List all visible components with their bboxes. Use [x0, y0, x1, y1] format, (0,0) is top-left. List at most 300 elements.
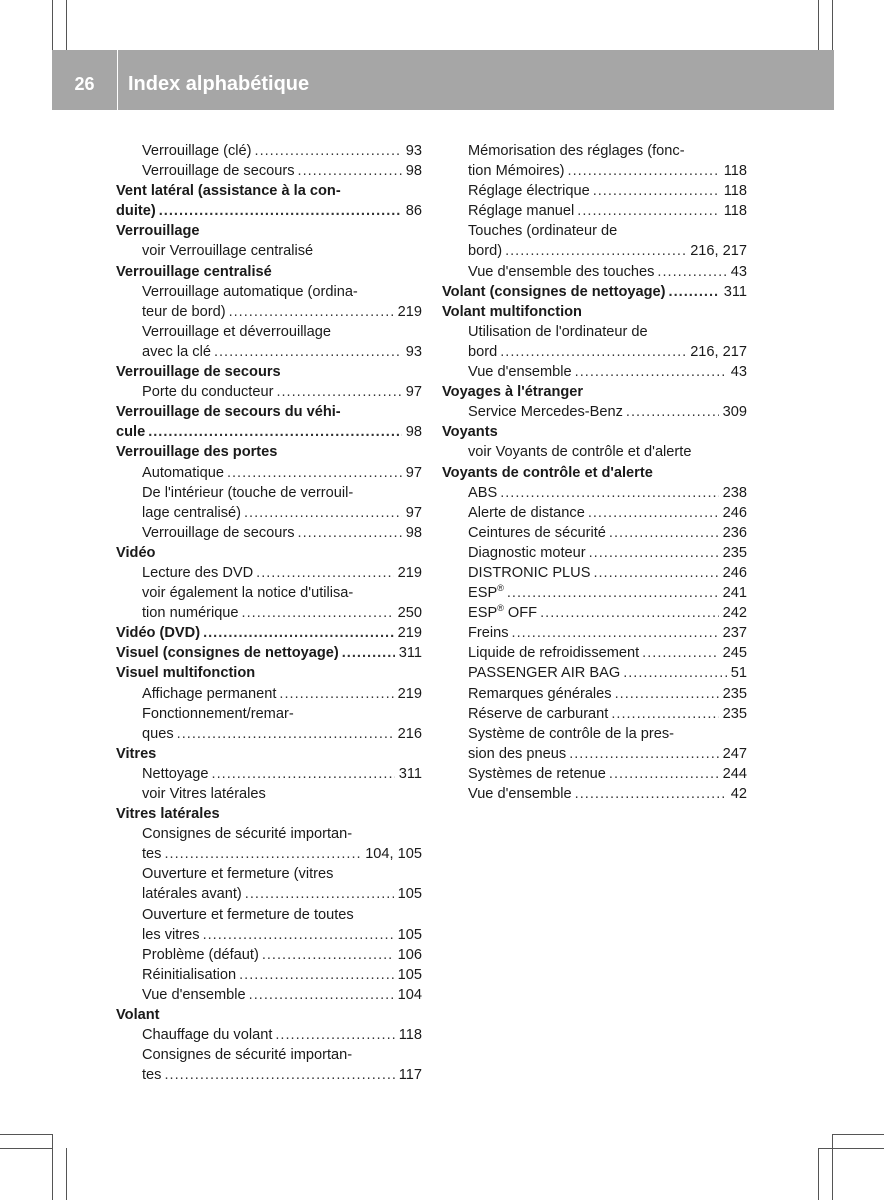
entry-label: les vitres: [142, 926, 200, 943]
dot-leader: [239, 965, 394, 985]
crop-mark: [0, 1148, 52, 1149]
dot-leader: [669, 282, 720, 302]
page-reference: 42: [730, 786, 747, 802]
page-reference: 118: [723, 163, 747, 180]
entry-label: Ceintures de sécurité: [468, 524, 606, 541]
page-reference: 98: [405, 424, 422, 441]
entry-label: ABS: [468, 484, 498, 501]
entry-text: [142, 382, 273, 402]
dot-leader: [177, 724, 394, 744]
page-reference: 104: [397, 986, 422, 1003]
page-reference: 311: [398, 645, 422, 662]
crop-mark: [832, 0, 833, 50]
entry-text: [142, 864, 333, 884]
entry-text: [142, 965, 236, 985]
dot-leader: [609, 523, 719, 543]
dot-leader: [568, 161, 720, 181]
index-heading: [116, 1005, 422, 1025]
crop-mark: [66, 0, 67, 50]
entry-text: [468, 221, 617, 241]
page-reference: 43: [730, 263, 747, 280]
entry-label: tes: [142, 846, 162, 863]
crop-mark: [52, 1134, 53, 1200]
entry-text: [468, 744, 566, 764]
page-reference: 93: [405, 143, 422, 159]
entry-text: [468, 543, 586, 563]
entry-label: Porte du conducteur: [142, 384, 274, 401]
dot-leader: [611, 704, 718, 724]
page-reference: 98: [405, 163, 422, 180]
entry-text: [142, 161, 295, 181]
dot-leader: [203, 925, 394, 945]
page-reference: 245: [722, 645, 747, 662]
page-reference: 105: [397, 926, 422, 943]
entry-label: Consignes de sécurité importan-: [142, 1047, 353, 1064]
entry-text: [142, 322, 331, 342]
index-heading: [442, 422, 747, 442]
dot-leader: [657, 262, 726, 282]
entry-label: Vitres: [116, 745, 157, 762]
entry-text: [468, 684, 612, 704]
entry-text: [468, 623, 509, 643]
crop-mark: [818, 0, 819, 50]
index-entry: [442, 583, 747, 603]
dot-leader: [575, 362, 727, 382]
entry-text: [142, 141, 252, 161]
entry-text: [116, 623, 200, 643]
entry-text: [116, 442, 277, 462]
entry-text: [468, 322, 648, 342]
dot-leader: [588, 503, 719, 523]
dot-leader: [593, 563, 718, 583]
page-reference: 241: [722, 585, 747, 602]
entry-text: [116, 1005, 160, 1025]
entry-text: [468, 784, 572, 804]
page-reference: 216, 217: [690, 243, 747, 260]
dot-leader: [575, 784, 727, 804]
entry-text: [142, 1025, 272, 1045]
entry-text: [116, 402, 341, 422]
index-entry: [442, 623, 747, 643]
index-entry: [116, 583, 422, 603]
page-reference: 93: [405, 343, 422, 360]
dot-leader: [245, 884, 394, 904]
entry-label: Volant multifonction: [442, 303, 582, 320]
page-reference: 97: [405, 464, 422, 481]
page-reference: 98: [405, 524, 422, 541]
crop-mark: [818, 1148, 884, 1149]
page-reference: 219: [397, 625, 422, 642]
entry-label: Systèmes de retenue: [468, 765, 606, 782]
index-column-left: [116, 141, 422, 1085]
dot-leader: [298, 161, 402, 181]
entry-text: [468, 402, 623, 422]
entry-label: Vue d'ensemble des touches: [468, 263, 655, 280]
page-reference: 105: [397, 966, 422, 983]
entry-suffix: OFF: [503, 605, 538, 622]
entry-text: [442, 422, 498, 442]
entry-text: [468, 141, 685, 161]
dot-leader: [609, 764, 719, 784]
entry-label: Verrouillage de secours: [142, 163, 295, 180]
entry-text: [468, 342, 497, 362]
dot-leader: [214, 342, 402, 362]
index-entry: [116, 684, 422, 704]
entry-label: Voyants de contrôle et d'alerte: [442, 464, 653, 481]
entry-text: [142, 905, 354, 925]
index-heading: [116, 422, 422, 442]
entry-label: Verrouillage de secours du véhi-: [116, 404, 341, 421]
index-entry: [442, 603, 747, 623]
entry-label: Réglage électrique: [468, 183, 590, 200]
entry-text: [142, 463, 224, 483]
page-reference: 97: [405, 384, 422, 401]
index-entry: [442, 663, 747, 683]
entry-text: [142, 684, 276, 704]
index-heading: [116, 442, 422, 462]
entry-label: Automatique: [142, 464, 224, 481]
index-entry: [442, 141, 747, 161]
dot-leader: [507, 583, 719, 603]
index-entry: [116, 161, 422, 181]
entry-text: [116, 744, 156, 764]
dot-leader: [244, 503, 402, 523]
entry-text: [142, 282, 358, 302]
page-reference: 219: [397, 303, 422, 320]
entry-label: Volant: [116, 1007, 160, 1024]
dot-leader: [203, 623, 394, 643]
entry-label: Verrouillage des portes: [116, 444, 278, 461]
index-entry: [116, 1065, 422, 1085]
page-reference: 247: [722, 745, 747, 762]
dot-leader: [577, 201, 719, 221]
index-entry: [116, 764, 422, 784]
entry-text: [468, 241, 502, 261]
entry-text: [142, 342, 211, 362]
entry-label: Vidéo: [116, 544, 156, 561]
entry-text: [468, 603, 537, 623]
entry-text: [142, 985, 246, 1005]
index-entry: [116, 141, 422, 161]
entry-label: Visuel (consignes de nettoyage): [116, 645, 339, 662]
page-reference: 235: [722, 685, 747, 702]
entry-label: Fonctionnement/remar-: [142, 705, 294, 722]
entry-label: Verrouillage centralisé: [116, 263, 272, 280]
index-entry: [116, 342, 422, 362]
entry-label: bord): [468, 243, 503, 260]
entry-label: Réinitialisation: [142, 966, 237, 983]
page-reference: 250: [397, 605, 422, 622]
index-entry: [442, 563, 747, 583]
dot-leader: [298, 523, 402, 543]
crop-mark: [66, 1148, 67, 1200]
entry-label: latérales avant): [142, 886, 242, 903]
index-entry: [442, 221, 747, 241]
entry-text: [142, 824, 352, 844]
index-entry: [442, 442, 747, 462]
page-reference: 311: [723, 283, 747, 300]
dot-leader: [500, 342, 686, 362]
crop-mark: [832, 1134, 884, 1135]
page-reference: 118: [723, 203, 747, 220]
entry-text: [142, 1045, 352, 1065]
entry-text: [116, 643, 339, 663]
dot-leader: [615, 684, 719, 704]
dot-leader: [242, 603, 394, 623]
entry-text: [468, 643, 639, 663]
page-reference: 118: [398, 1027, 422, 1044]
dot-leader: [276, 382, 401, 402]
index-column-right: [442, 141, 747, 804]
index-heading: [116, 804, 422, 824]
entry-text: [142, 764, 209, 784]
entry-label: Alerte de distance: [468, 504, 585, 521]
entry-label: Lecture des DVD: [142, 564, 254, 581]
index-entry: [116, 483, 422, 503]
entry-label: Touches (ordinateur de: [468, 223, 618, 240]
entry-label: duite): [116, 203, 156, 220]
entry-label: Liquide de refroidissement: [468, 645, 640, 662]
page-reference: 118: [723, 183, 747, 200]
index-entry: [442, 322, 747, 342]
page-reference: 219: [397, 685, 422, 702]
entry-label: ESP: [468, 585, 498, 602]
index-entry: [442, 483, 747, 503]
entry-text: [468, 764, 606, 784]
index-entry: [116, 945, 422, 965]
dot-leader: [212, 764, 395, 784]
index-entry: [442, 402, 747, 422]
dot-leader: [164, 844, 361, 864]
index-entry: [442, 362, 747, 382]
dot-leader: [589, 543, 719, 563]
index-entry: [116, 503, 422, 523]
index-heading: [116, 221, 422, 241]
index-entry: [116, 382, 422, 402]
entry-text: [468, 724, 674, 744]
crop-mark: [52, 0, 53, 50]
entry-label: avec la clé: [142, 343, 211, 360]
index-entry: [116, 1025, 422, 1045]
entry-label: Ouverture et fermeture (vitres: [142, 866, 334, 883]
dot-leader: [275, 1025, 394, 1045]
entry-text: [142, 563, 253, 583]
index-heading: [442, 463, 747, 483]
entry-label: Verrouillage de secours: [116, 364, 281, 381]
entry-text: [116, 422, 145, 442]
entry-text: [116, 362, 281, 382]
entry-label: PASSENGER AIR BAG: [468, 665, 621, 682]
entry-text: [116, 201, 156, 221]
page-reference: 242: [722, 605, 747, 622]
index-entry: [116, 844, 422, 864]
dot-leader: [342, 643, 395, 663]
index-entry: [116, 985, 422, 1005]
page-reference: 104, 105: [365, 846, 422, 863]
entry-label: bord: [468, 343, 498, 360]
header-divider: [117, 50, 118, 110]
page-reference: 311: [398, 765, 422, 782]
dot-leader: [279, 684, 393, 704]
entry-text: [116, 804, 220, 824]
dot-leader: [255, 141, 402, 161]
entry-label: cule: [116, 424, 146, 441]
entry-label: Verrouillage: [116, 223, 200, 240]
index-entry: [442, 684, 747, 704]
entry-label: Diagnostic moteur: [468, 544, 586, 561]
page-number: 26: [74, 73, 95, 94]
index-entry: [116, 322, 422, 342]
page-reference: 216: [397, 725, 422, 742]
entry-label: Système de contrôle de la pres-: [468, 725, 675, 742]
page-reference: 43: [730, 364, 747, 381]
index-entry: [442, 543, 747, 563]
page-reference: 86: [405, 203, 422, 220]
index-heading: [116, 181, 422, 201]
page-reference: 97: [405, 504, 422, 521]
entry-text: [116, 221, 200, 241]
entry-text: [142, 523, 295, 543]
entry-text: [142, 241, 313, 261]
dot-leader: [148, 422, 402, 442]
registered-mark: ®: [497, 583, 504, 594]
entry-text: [142, 784, 266, 804]
entry-label: De l'intérieur (touche de verrouil-: [142, 484, 354, 501]
entry-label: lage centralisé): [142, 504, 241, 521]
entry-label: Vent latéral (assistance à la con-: [116, 183, 341, 200]
entry-text: [116, 543, 155, 563]
index-heading: [116, 543, 422, 563]
index-entry: [442, 262, 747, 282]
entry-label: Service Mercedes-Benz: [468, 404, 623, 421]
entry-label: sion des pneus: [468, 745, 567, 762]
dot-leader: [229, 302, 394, 322]
entry-text: [442, 463, 653, 483]
page-reference: 235: [722, 705, 747, 722]
dot-leader: [512, 623, 719, 643]
entry-label: voir Voyants de contrôle et d'alerte: [468, 444, 692, 461]
dot-leader: [164, 1065, 394, 1085]
entry-label: Visuel multifonction: [116, 665, 256, 682]
index-entry: [116, 563, 422, 583]
page-reference: 236: [722, 524, 747, 541]
entry-text: [142, 583, 353, 603]
entry-text: [468, 262, 654, 282]
dot-leader: [262, 945, 394, 965]
index-entry: [116, 1045, 422, 1065]
entry-text: [142, 503, 241, 523]
entry-label: Mémorisation des réglages (fonc-: [468, 143, 685, 159]
crop-mark: [818, 1148, 819, 1200]
index-heading: [116, 744, 422, 764]
entry-text: [468, 362, 572, 382]
index-entry: [442, 643, 747, 663]
index-entry: [116, 864, 422, 884]
entry-text: [468, 442, 691, 462]
entry-text: [142, 945, 259, 965]
index-entry: [116, 282, 422, 302]
index-entry: [116, 523, 422, 543]
entry-text: [116, 181, 341, 201]
entry-label: Réserve de carburant: [468, 705, 609, 722]
entry-text: [142, 1065, 161, 1085]
entry-label: Verrouillage (clé): [142, 143, 252, 159]
entry-text: [442, 382, 583, 402]
entry-label: Verrouillage et déverrouillage: [142, 323, 332, 340]
entry-label: Vitres latérales: [116, 806, 220, 823]
dot-leader: [540, 603, 719, 623]
crop-mark: [832, 1134, 833, 1200]
dot-leader: [626, 402, 719, 422]
registered-mark: ®: [497, 603, 504, 614]
dot-leader: [623, 663, 727, 683]
entry-text: [468, 181, 590, 201]
entry-label: ESP: [468, 605, 498, 622]
entry-text: [468, 563, 590, 583]
entry-label: tion numérique: [142, 605, 239, 622]
entry-text: [442, 282, 666, 302]
entry-text: [116, 663, 255, 683]
entry-text: [468, 503, 585, 523]
index-heading: [116, 362, 422, 382]
index-heading: [442, 282, 747, 302]
page-reference: 235: [722, 544, 747, 561]
entry-label: Chauffage du volant: [142, 1027, 273, 1044]
entry-label: Utilisation de l'ordinateur de: [468, 323, 648, 340]
page-reference: 238: [722, 484, 747, 501]
entry-label: Vue d'ensemble: [468, 364, 572, 381]
entry-label: Ouverture et fermeture de toutes: [142, 906, 354, 923]
index-entry: [116, 824, 422, 844]
entry-text: [468, 161, 565, 181]
entry-label: tes: [142, 1067, 162, 1084]
crop-mark: [0, 1134, 52, 1135]
index-heading: [116, 623, 422, 643]
index-entry: [442, 704, 747, 724]
entry-label: Remarques générales: [468, 685, 612, 702]
entry-label: Problème (défaut): [142, 946, 259, 963]
page-title: Index alphabétique: [128, 72, 310, 95]
dot-leader: [642, 643, 718, 663]
entry-label: ques: [142, 725, 174, 742]
entry-label: Verrouillage automatique (ordina-: [142, 283, 358, 300]
index-entry: [442, 181, 747, 201]
page-reference: 246: [722, 564, 747, 581]
entry-text: [468, 483, 497, 503]
entry-text: [142, 724, 174, 744]
entry-text: [442, 302, 582, 322]
page-reference: 244: [722, 765, 747, 782]
entry-label: Vue d'ensemble: [142, 986, 246, 1003]
dot-leader: [505, 241, 686, 261]
entry-label: Voyages à l'étranger: [442, 384, 584, 401]
index-entry: [442, 342, 747, 362]
entry-text: [116, 262, 272, 282]
entry-text: [142, 483, 353, 503]
entry-text: [468, 523, 606, 543]
dot-leader: [569, 744, 718, 764]
index-entry: [116, 905, 422, 925]
index-heading: [442, 382, 747, 402]
entry-label: Vue d'ensemble: [468, 786, 572, 802]
entry-text: [142, 302, 226, 322]
dot-leader: [500, 483, 718, 503]
page-reference: 246: [722, 504, 747, 521]
entry-label: Volant (consignes de nettoyage): [442, 283, 666, 300]
entry-label: Vidéo (DVD): [116, 625, 201, 642]
entry-label: Réglage manuel: [468, 203, 575, 220]
entry-label: voir également la notice d'utilisa-: [142, 585, 354, 602]
